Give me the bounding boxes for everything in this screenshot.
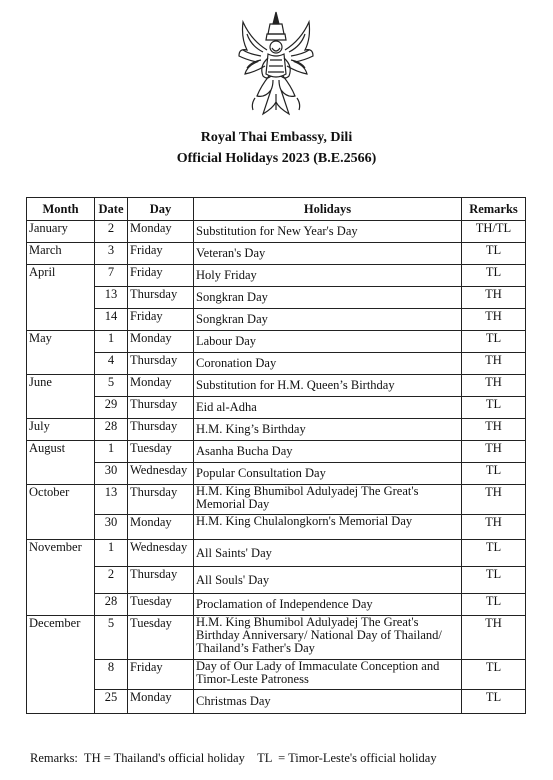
holiday-cell: Songkran Day	[194, 309, 462, 331]
date-cell: 13	[95, 485, 128, 515]
holiday-cell: Coronation Day	[194, 353, 462, 375]
table-row	[27, 397, 526, 419]
date-cell: 4	[95, 353, 128, 375]
table-row	[27, 660, 526, 690]
date-cell: 2	[95, 567, 128, 594]
table-row	[27, 287, 526, 309]
remark-cell: TH	[462, 616, 526, 660]
column-header-month: Month	[27, 198, 95, 221]
holidays-table	[26, 197, 526, 714]
date-cell: 28	[95, 419, 128, 441]
garuda-emblem-icon	[237, 10, 315, 118]
column-header-remarks: Remarks	[462, 198, 526, 221]
holiday-cell: All Saints' Day	[194, 540, 462, 567]
holiday-cell: H.M. King Bhumibol Adulyadej The Great's Memorial Day	[194, 485, 462, 515]
table-row	[27, 265, 526, 287]
holiday-cell: Proclamation of Independence Day	[194, 594, 462, 616]
date-cell: 14	[95, 309, 128, 331]
day-cell: Thursday	[128, 287, 194, 309]
month-cell: August	[27, 441, 95, 485]
date-cell: 5	[95, 375, 128, 397]
month-cell: March	[27, 243, 95, 265]
remark-cell: TL	[462, 540, 526, 567]
remark-cell: TL	[462, 660, 526, 690]
month-cell: October	[27, 485, 95, 540]
date-cell: 2	[95, 221, 128, 243]
day-cell: Friday	[128, 243, 194, 265]
remark-cell: TH	[462, 419, 526, 441]
date-cell: 30	[95, 463, 128, 485]
remark-cell: TH	[462, 441, 526, 463]
table-row	[27, 419, 526, 441]
remark-cell: TH/TL	[462, 221, 526, 243]
remark-cell: TL	[462, 265, 526, 287]
holiday-cell: H.M. King Chulalongkorn's Memorial Day	[194, 515, 462, 540]
column-header-date: Date	[95, 198, 128, 221]
month-cell: June	[27, 375, 95, 419]
table-row	[27, 353, 526, 375]
date-cell: 25	[95, 690, 128, 714]
remark-cell: TL	[462, 594, 526, 616]
month-cell: January	[27, 221, 95, 243]
table-row	[27, 540, 526, 567]
date-cell: 29	[95, 397, 128, 419]
table-row	[27, 243, 526, 265]
holiday-cell: Popular Consultation Day	[194, 463, 462, 485]
table-row	[27, 441, 526, 463]
day-cell: Tuesday	[128, 594, 194, 616]
day-cell: Monday	[128, 515, 194, 540]
date-cell: 28	[95, 594, 128, 616]
day-cell: Monday	[128, 375, 194, 397]
day-cell: Thursday	[128, 419, 194, 441]
remark-cell: TL	[462, 397, 526, 419]
table-row	[27, 485, 526, 515]
day-cell: Friday	[128, 309, 194, 331]
day-cell: Wednesday	[128, 540, 194, 567]
month-cell: November	[27, 540, 95, 616]
date-cell: 3	[95, 243, 128, 265]
date-cell: 13	[95, 287, 128, 309]
date-cell: 7	[95, 265, 128, 287]
holiday-cell: Asanha Bucha Day	[194, 441, 462, 463]
holiday-cell: Holy Friday	[194, 265, 462, 287]
day-cell: Monday	[128, 221, 194, 243]
date-cell: 30	[95, 515, 128, 540]
day-cell: Friday	[128, 265, 194, 287]
remark-cell: TH	[462, 375, 526, 397]
remark-cell: TL	[462, 243, 526, 265]
day-cell: Friday	[128, 660, 194, 690]
month-cell: May	[27, 331, 95, 375]
table-row	[27, 331, 526, 353]
table-row	[27, 515, 526, 540]
remark-cell: TL	[462, 331, 526, 353]
remark-cell: TH	[462, 287, 526, 309]
date-cell: 1	[95, 540, 128, 567]
remark-cell: TL	[462, 567, 526, 594]
month-cell: December	[27, 616, 95, 714]
holiday-cell: Songkran Day	[194, 287, 462, 309]
holiday-cell: H.M. King Bhumibol Adulyadej The Great's Birthday Anniversary/ National Day of Thailand/ Thailand’s Father's Day	[194, 616, 462, 660]
holiday-cell: Substitution for New Year's Day	[194, 221, 462, 243]
day-cell: Tuesday	[128, 441, 194, 463]
remark-cell: TH	[462, 309, 526, 331]
remark-cell: TH	[462, 515, 526, 540]
date-cell: 5	[95, 616, 128, 660]
embassy-name: Royal Thai Embassy, Dili	[200, 130, 353, 145]
holiday-cell: Veteran's Day	[194, 243, 462, 265]
month-cell: April	[27, 265, 95, 331]
table-row	[27, 616, 526, 660]
holiday-cell: Christmas Day	[194, 690, 462, 714]
holiday-cell: Day of Our Lady of Immaculate Conception and Timor-Leste Patroness	[194, 660, 462, 690]
holiday-cell: Eid al-Adha	[194, 397, 462, 419]
table-row	[27, 594, 526, 616]
remarks-legend: Remarks: TH = Thailand's official holiday TL = Timor-Leste's official holiday	[30, 751, 437, 765]
holiday-cell: Labour Day	[194, 331, 462, 353]
remark-cell: TH	[462, 485, 526, 515]
holiday-cell: H.M. King’s Birthday	[194, 419, 462, 441]
remark-cell: TH	[462, 353, 526, 375]
day-cell: Thursday	[128, 353, 194, 375]
table-row	[27, 309, 526, 331]
holiday-cell: Substitution for H.M. Queen’s Birthday	[194, 375, 462, 397]
day-cell: Thursday	[128, 567, 194, 594]
day-cell: Thursday	[128, 485, 194, 515]
table-row	[27, 375, 526, 397]
table-row	[27, 463, 526, 485]
remark-cell: TL	[462, 690, 526, 714]
column-header-holidays: Holidays	[194, 198, 462, 221]
column-header-day: Day	[128, 198, 194, 221]
day-cell: Tuesday	[128, 616, 194, 660]
document-title: Official Holidays 2023 (B.E.2566)	[176, 151, 377, 166]
remark-cell: TL	[462, 463, 526, 485]
day-cell: Wednesday	[128, 463, 194, 485]
day-cell: Thursday	[128, 397, 194, 419]
table-row	[27, 221, 526, 243]
month-cell: July	[27, 419, 95, 441]
date-cell: 1	[95, 331, 128, 353]
table-row	[27, 567, 526, 594]
date-cell: 8	[95, 660, 128, 690]
date-cell: 1	[95, 441, 128, 463]
day-cell: Monday	[128, 690, 194, 714]
table-header-row	[27, 198, 526, 221]
table-row	[27, 690, 526, 714]
holiday-cell: All Souls' Day	[194, 567, 462, 594]
day-cell: Monday	[128, 331, 194, 353]
